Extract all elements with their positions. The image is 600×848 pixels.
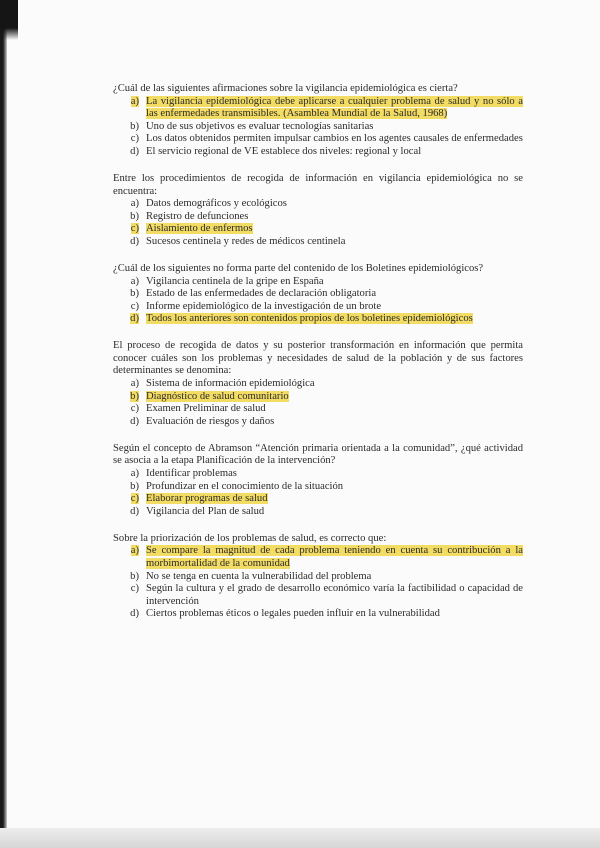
option-text-container [146, 378, 523, 391]
answer-option [113, 583, 523, 608]
option-letter [113, 313, 146, 326]
option-text-container [146, 198, 523, 211]
option-letter-text: c) [130, 223, 139, 235]
option-text-container [146, 416, 523, 429]
option-text: Aislamiento de enfermos [146, 223, 253, 235]
option-letter [113, 378, 146, 391]
option-text-container [146, 583, 523, 608]
answer-option [113, 403, 523, 416]
answer-option [113, 608, 523, 621]
answer-option-highlighted [113, 545, 523, 570]
option-text: Examen Preliminar de salud [146, 403, 266, 415]
option-text: Se compare la magnitud de cada problema teniendo en cuenta su contribución a la morbimortalidad de la comunidad [146, 545, 523, 569]
option-text: No se tenga en cuenta la vulnerabilidad del problema [146, 570, 372, 582]
answer-option [113, 378, 523, 391]
option-letter-text: b) [130, 390, 139, 402]
answer-option-highlighted [113, 96, 523, 121]
option-letter [113, 391, 146, 404]
option-letter [113, 236, 146, 249]
answer-option [113, 121, 523, 134]
answer-option-highlighted [113, 223, 523, 236]
option-text: Registro de defunciones [146, 210, 249, 222]
question-stem: ¿Cuál de los siguientes no forma parte del contenido de los Boletines epidemiológicos? [113, 262, 484, 274]
option-text: Vigilancia centinela de la gripe en España [146, 275, 324, 287]
option-text: Identificar problemas [146, 468, 237, 479]
option-letter-text: d) [130, 313, 139, 325]
option-text: Uno de sus objetivos es evaluar tecnologías sanitarias [146, 120, 374, 132]
question-1 [113, 83, 523, 159]
option-text-container [146, 403, 523, 416]
option-text-container [146, 571, 523, 584]
option-text: Evaluación de riesgos y daños [146, 415, 275, 427]
option-text: Datos demográficos y ecológicos [146, 198, 287, 210]
question-stem: ¿Cuál de las siguientes afirmaciones sobre la vigilancia epidemiológica es cierta? [113, 83, 458, 94]
answer-options [113, 276, 523, 326]
option-text: Sistema de información epidemiológica [146, 378, 315, 390]
answer-option [113, 571, 523, 584]
exam-questions [113, 83, 523, 635]
answer-options [113, 378, 523, 428]
option-text-container [146, 301, 523, 314]
answer-option [113, 276, 523, 289]
option-text-container [146, 493, 523, 506]
question-4 [113, 340, 523, 428]
option-letter [113, 223, 146, 236]
answer-options [113, 545, 523, 621]
question-stem: Entre los procedimientos de recogida de información en vigilancia epidemiológica no se encuentra: [113, 172, 523, 197]
option-text-container [146, 146, 523, 159]
option-text: Todos los anteriores son contenidos propios de los boletines epidemiológicos [146, 313, 473, 325]
option-letter-text: d) [130, 608, 139, 620]
answer-option [113, 146, 523, 159]
answer-options [113, 198, 523, 248]
option-letter-text: a) [130, 275, 139, 287]
question-6 [113, 533, 523, 621]
option-letter [113, 608, 146, 621]
option-letter-text: a) [130, 468, 139, 479]
option-letter-text: b) [130, 210, 139, 222]
answer-option [113, 301, 523, 314]
option-letter [113, 506, 146, 519]
option-letter [113, 493, 146, 506]
option-letter-text: a) [130, 198, 139, 210]
option-text-container [146, 481, 523, 494]
option-letter [113, 146, 146, 159]
option-letter-text: b) [130, 120, 139, 132]
scan-left-edge [0, 0, 7, 848]
option-text-container [146, 391, 523, 404]
option-letter-text: c) [130, 403, 139, 415]
option-letter [113, 121, 146, 134]
answer-option [113, 288, 523, 301]
answer-option [113, 506, 523, 519]
option-text: Estado de las enfermedades de declaración obligatoria [146, 288, 377, 300]
option-text-container [146, 211, 523, 224]
question-stem: El proceso de recogida de datos y su posterior transformación en información que permita conocer cuáles son los problemas y necesidades de salud de la población y de sus factores determinantes se denomina: [113, 340, 523, 377]
question-2 [113, 173, 523, 249]
option-letter [113, 211, 146, 224]
option-text: Informe epidemiológico de la investigación de un brote [146, 300, 382, 312]
answer-option [113, 211, 523, 224]
option-text-container [146, 468, 523, 481]
option-letter-text: a) [130, 378, 139, 390]
option-text: Profundizar en el conocimiento de la situación [146, 480, 344, 492]
question-5 [113, 443, 523, 519]
option-text: Según la cultura y el grado de desarrollo económico varía la factibilidad o capacidad de intervención [146, 583, 523, 607]
option-text-container [146, 133, 523, 146]
option-letter-text: b) [130, 288, 139, 300]
answer-option-highlighted [113, 313, 523, 326]
answer-options [113, 468, 523, 518]
option-text: Elaborar programas de salud [146, 493, 268, 505]
option-letter-text: d) [130, 505, 139, 517]
option-letter [113, 571, 146, 584]
option-letter [113, 416, 146, 429]
answer-option [113, 481, 523, 494]
scan-bottom-edge [0, 828, 600, 848]
option-text-container [146, 276, 523, 289]
option-text: Vigilancia del Plan de salud [146, 505, 265, 517]
option-letter-text: c) [130, 583, 139, 595]
option-letter [113, 276, 146, 289]
answer-option-highlighted [113, 493, 523, 506]
option-letter [113, 583, 146, 608]
option-text: Los datos obtenidos permiten impulsar cambios en los agentes causales de enfermedades [146, 133, 523, 145]
option-letter-text: c) [130, 133, 139, 145]
option-text: Sucesos centinela y redes de médicos centinela [146, 235, 346, 247]
option-text-container [146, 288, 523, 301]
question-3 [113, 263, 523, 326]
option-letter [113, 545, 146, 570]
option-text-container [146, 121, 523, 134]
answer-option [113, 236, 523, 249]
option-text: Diagnóstico de salud comunitario [146, 390, 289, 402]
option-letter-text: d) [130, 145, 139, 157]
option-text: El servicio regional de VE establece dos niveles: regional y local [146, 145, 422, 157]
option-text-container [146, 223, 523, 236]
answer-option [113, 133, 523, 146]
option-text-container [146, 313, 523, 326]
option-letter [113, 468, 146, 481]
option-letter-text: a) [130, 95, 139, 107]
option-letter [113, 96, 146, 121]
option-letter-text: b) [130, 480, 139, 492]
question-stem: Según el concepto de Abramson “Atención primaria orientada a la comunidad”, ¿qué actividad se asocia a la etapa Planificación de la intervención? [113, 442, 523, 467]
option-letter-text: b) [130, 570, 139, 582]
option-letter [113, 481, 146, 494]
option-text: La vigilancia epidemiológica debe aplicarse a cualquier problema de salud y no sólo a las enfermedades transmisibles. (Asamblea Mundial de la Salud, 1968) [146, 95, 523, 120]
option-letter [113, 133, 146, 146]
option-text-container [146, 608, 523, 621]
option-letter-text: c) [130, 300, 139, 312]
option-letter-text: a) [130, 545, 139, 557]
scan-top-corner [0, 0, 18, 40]
option-text-container [146, 96, 523, 121]
question-stem: Sobre la priorización de los problemas de salud, es correcto que: [113, 532, 387, 544]
option-text: Ciertos problemas éticos o legales pueden influir en la vulnerabilidad [146, 608, 440, 620]
option-letter-text: c) [130, 493, 139, 505]
answer-option [113, 198, 523, 211]
answer-options [113, 96, 523, 159]
option-letter-text: d) [130, 415, 139, 427]
answer-option [113, 468, 523, 481]
option-letter [113, 403, 146, 416]
option-letter-text: d) [130, 235, 139, 247]
option-letter [113, 198, 146, 211]
option-text-container [146, 545, 523, 570]
answer-option [113, 416, 523, 429]
option-letter [113, 288, 146, 301]
option-text-container [146, 236, 523, 249]
answer-option-highlighted [113, 391, 523, 404]
option-letter [113, 301, 146, 314]
option-text-container [146, 506, 523, 519]
